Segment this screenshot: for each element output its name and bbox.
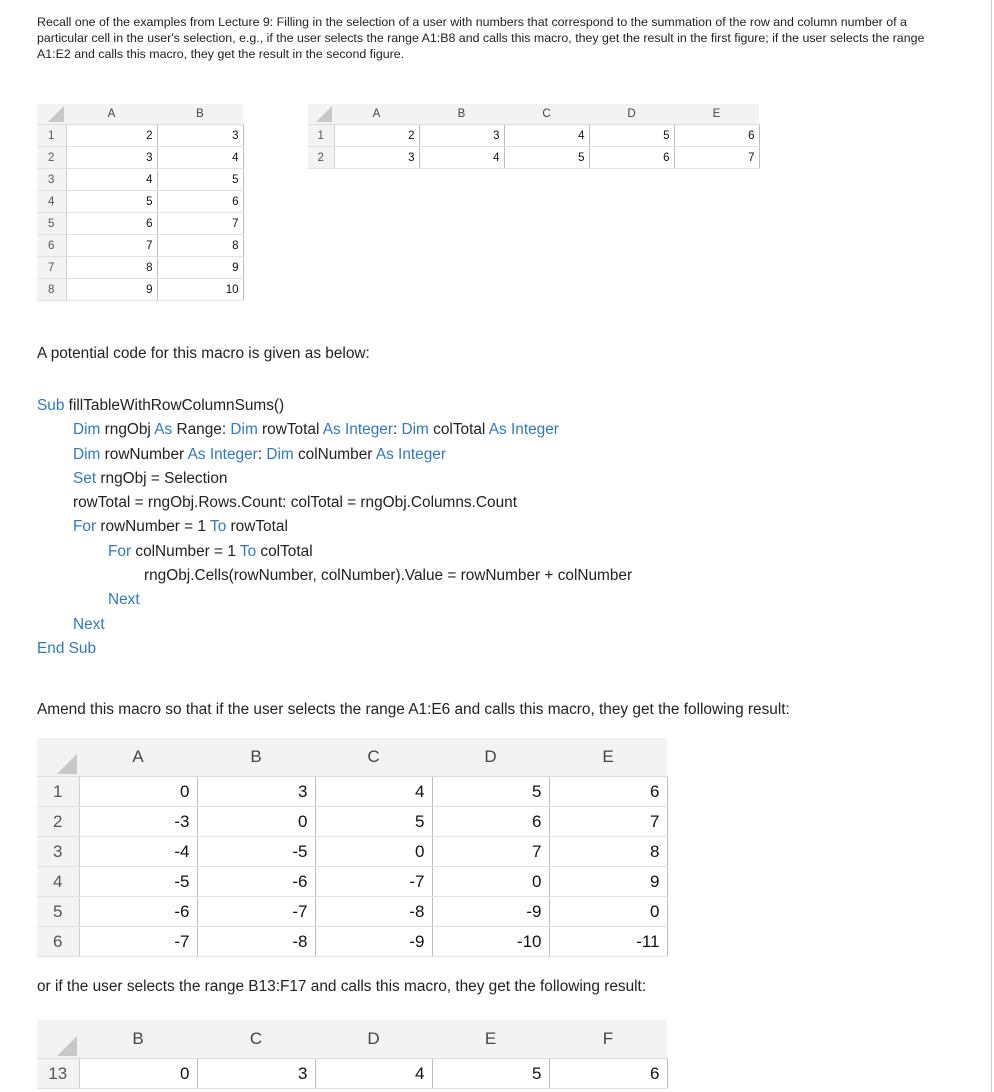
cell[interactable]: 6 [66,213,157,235]
code-line [37,418,632,442]
figure-4-spreadsheet [37,1020,668,1089]
cell[interactable]: -8 [315,897,432,927]
figure-2-spreadsheet [308,104,760,169]
cell[interactable]: -3 [79,807,197,837]
cell[interactable]: 7 [66,235,157,257]
cell[interactable]: 5 [504,147,589,169]
code-keyword: To [210,518,227,536]
page-right-border [991,0,992,1092]
select-all-corner[interactable] [37,1020,79,1059]
table-row [37,867,667,897]
code-keyword: As Integer [322,421,393,439]
cell[interactable]: 0 [197,807,315,837]
cell[interactable]: -5 [79,867,197,897]
code-keyword: Dim [73,421,101,439]
code-keyword: Dim [266,445,294,463]
table-row [37,257,243,279]
cell[interactable]: 2 [334,125,419,147]
table-row [37,807,667,837]
code-line [37,613,632,637]
cell[interactable]: 7 [157,213,243,235]
cell[interactable]: -4 [79,837,197,867]
column-header-row [37,1020,667,1059]
or-instruction-text: or if the user selects the range B13:F17 and calls this macro, they get the following result: [37,978,647,995]
code-text: fillTableWithRowColumnSums() [64,397,285,414]
cell[interactable]: 4 [66,169,157,191]
table-row [37,169,243,191]
code-line [37,443,632,467]
code-line [37,564,632,588]
cell[interactable]: 7 [432,837,549,867]
column-header[interactable]: E [674,104,759,125]
code-text: rowNumber = 1 [96,518,211,536]
code-intro-text: A potential code for this macro is given as below: [37,345,370,362]
column-header[interactable]: F [549,1020,667,1059]
cell[interactable]: 10 [157,279,243,301]
cell[interactable]: 7 [549,807,667,837]
code-text: rowTotal [257,421,323,439]
table-row [37,191,243,213]
cell[interactable]: -10 [432,927,549,957]
row-header[interactable]: 5 [37,213,66,235]
table-row [37,837,667,867]
code-text: colNumber = 1 [131,542,240,560]
table-row [308,147,759,169]
code-line [37,491,632,515]
row-header[interactable]: 1 [308,125,334,147]
cell[interactable]: 0 [79,777,197,807]
cell[interactable]: 4 [504,125,589,147]
cell[interactable]: 3 [334,147,419,169]
cell[interactable]: 7 [674,147,759,169]
row-header[interactable]: 3 [37,169,66,191]
cell[interactable]: -8 [197,927,315,957]
cell[interactable]: 9 [549,867,667,897]
code-line [37,588,632,612]
code-keyword: End Sub [37,639,97,657]
code-text: rowTotal [226,518,288,536]
column-header[interactable]: A [334,104,419,125]
cell[interactable]: 5 [589,125,674,147]
table-row [37,125,243,147]
code-keyword: Sub [37,397,65,414]
table-row [37,897,667,927]
cell[interactable]: 6 [549,1059,667,1089]
amend-instruction-text: Amend this macro so that if the user selects the range A1:E6 and calls this macro, they get the following result: [37,701,790,718]
row-header[interactable]: 4 [37,867,79,897]
cell[interactable]: 8 [549,837,667,867]
code-keyword: For [108,542,132,560]
column-header[interactable]: D [589,104,674,125]
code-line [37,467,632,491]
cell[interactable]: 4 [315,1059,432,1089]
cell[interactable]: -6 [79,897,197,927]
cell[interactable]: 6 [674,125,759,147]
column-header[interactable]: C [315,738,432,777]
table-row [308,125,759,147]
select-all-corner[interactable] [37,738,79,777]
cell[interactable]: 5 [315,807,432,837]
code-text: rngObj = Selection [96,469,228,487]
code-text: colTotal [256,542,313,560]
code-text: rngObj [100,421,155,439]
code-keyword: As [154,421,173,439]
row-header[interactable]: 1 [37,125,66,147]
table-row [37,777,667,807]
code-text: rowNumber [100,445,188,463]
cell[interactable]: 5 [432,1059,549,1089]
column-header[interactable]: C [504,104,589,125]
row-header[interactable]: 13 [37,1059,79,1089]
row-header[interactable]: 2 [37,147,66,169]
column-header[interactable]: D [432,738,549,777]
code-text: colNumber [293,445,376,463]
column-header[interactable]: B [157,104,243,125]
cell[interactable]: -9 [432,897,549,927]
code-keyword: To [239,542,257,560]
cell[interactable]: 0 [432,867,549,897]
table-row [37,213,243,235]
cell[interactable]: 8 [66,257,157,279]
code-keyword: Next [108,591,140,609]
cell[interactable]: 3 [197,1059,315,1089]
figure-3-spreadsheet [37,738,668,957]
cell[interactable]: 6 [432,807,549,837]
code-keyword: Dim [73,445,101,463]
vba-code-block [37,394,632,661]
code-keyword: As Integer [187,445,258,463]
table-row [37,927,667,957]
cell[interactable]: 5 [66,191,157,213]
row-header[interactable]: 2 [37,807,79,837]
row-header[interactable]: 7 [37,257,66,279]
cell[interactable]: 4 [157,147,243,169]
row-header[interactable]: 3 [37,837,79,867]
code-line [37,394,632,418]
cell[interactable]: 0 [79,1059,197,1089]
table-row [37,1059,667,1089]
cell[interactable]: 6 [157,191,243,213]
column-header[interactable]: E [432,1020,549,1059]
figure-1-spreadsheet [37,104,244,301]
row-header[interactable]: 8 [37,279,66,301]
code-text: colTotal [428,421,489,439]
code-text: : [257,445,267,463]
cell[interactable]: 3 [419,125,504,147]
column-header[interactable]: B [197,738,315,777]
select-all-triangle-icon [48,106,64,122]
code-text: rngObj.Cells(rowNumber, colNumber).Value = rowNumber + colNumber [144,567,633,585]
column-header[interactable]: C [197,1020,315,1059]
code-text: rowTotal = rngObj.Rows.Count: colTotal = rngObj.Columns.Count [73,494,517,512]
cell[interactable]: 3 [66,147,157,169]
row-header[interactable]: 4 [37,191,66,213]
cell[interactable]: -5 [197,837,315,867]
column-header[interactable]: A [66,104,157,125]
row-header[interactable]: 2 [308,147,334,169]
column-header-row [37,104,243,125]
row-header[interactable]: 6 [37,235,66,257]
code-keyword: Set [73,469,97,487]
select-all-triangle-icon [57,1036,77,1056]
cell[interactable]: 0 [315,837,432,867]
table-row [37,279,243,301]
table-row [37,235,243,257]
cell[interactable]: -6 [197,867,315,897]
select-all-triangle-icon [316,106,332,122]
row-header[interactable]: 5 [37,897,79,927]
cell[interactable]: 3 [157,125,243,147]
column-header[interactable]: A [79,738,197,777]
column-header[interactable]: E [549,738,667,777]
code-line [37,515,632,539]
cell[interactable]: 4 [315,777,432,807]
code-keyword: As Integer [488,421,559,439]
cell[interactable]: -9 [315,927,432,957]
column-header[interactable]: B [79,1020,197,1059]
select-all-triangle-icon [57,754,77,774]
cell[interactable]: 9 [157,257,243,279]
code-keyword: Next [73,615,105,633]
cell[interactable]: 6 [549,777,667,807]
cell[interactable]: 8 [157,235,243,257]
cell[interactable]: -7 [315,867,432,897]
column-header[interactable]: B [419,104,504,125]
row-header[interactable]: 6 [37,927,79,957]
cell[interactable]: 6 [589,147,674,169]
cell[interactable]: -7 [79,927,197,957]
cell[interactable]: 0 [549,897,667,927]
cell[interactable]: 2 [66,125,157,147]
cell[interactable]: 5 [432,777,549,807]
cell[interactable]: 4 [419,147,504,169]
code-text: Range: [172,421,231,439]
select-all-corner[interactable] [37,104,66,125]
cell[interactable]: -7 [197,897,315,927]
code-line [37,540,632,564]
code-keyword: Dim [401,421,429,439]
code-text: : [392,421,402,439]
column-header[interactable]: D [315,1020,432,1059]
code-keyword: Dim [230,421,258,439]
code-keyword: For [73,518,97,536]
code-keyword: As Integer [375,445,446,463]
intro-paragraph: Recall one of the examples from Lecture 9: Filling in the selection of a user with numbers that correspond to the summation of the row and column number of a particular cell in the user's selection, e.g., if the user selects the range A1:B8 and calls this macro, they get the result in the first figure; if the user selects the range A1:E2 and calls this macro, they get the result in the second figure. [37,15,925,61]
cell[interactable]: -11 [549,927,667,957]
column-header-row [37,738,667,777]
code-line [37,637,632,661]
cell[interactable]: 9 [66,279,157,301]
column-header-row [308,104,759,125]
cell[interactable]: 5 [157,169,243,191]
cell[interactable]: 3 [197,777,315,807]
row-header[interactable]: 1 [37,777,79,807]
select-all-corner[interactable] [308,104,334,125]
table-row [37,147,243,169]
